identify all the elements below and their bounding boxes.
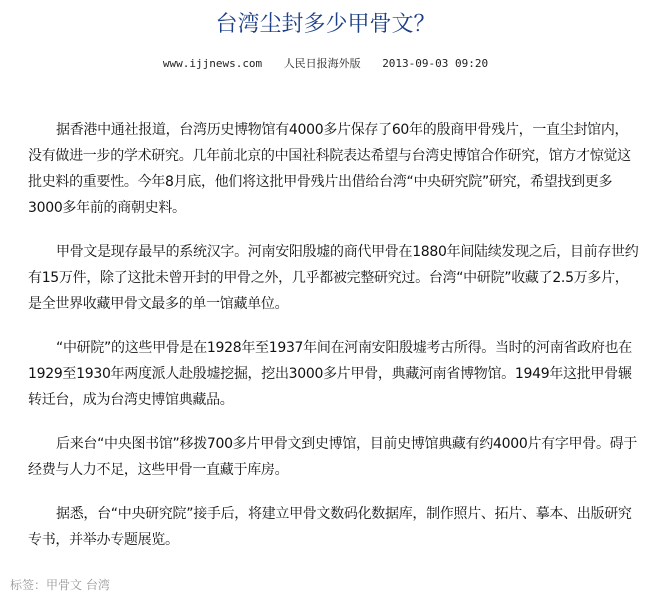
paragraph: 据香港中通社报道，台湾历史博物馆有4000多片保存了60年的殷商甲骨残片，一直尘封馆内，没有做进一步的学术研究。几年前北京的中国社科院表达希望与台湾史博馆合作研究，馆方才惊觉这批史料的重要性。今年8月底，他们将这批甲骨残片出借给台湾“中央研究院”研究，希望找到更多3000多年前的商朝史料。 <box>28 122 631 216</box>
article-tags: 标签：甲骨文 台湾 <box>10 578 110 592</box>
source-url[interactable]: www.ijjnews.com <box>162 57 263 70</box>
article-body <box>28 117 640 571</box>
article-meta <box>0 56 651 72</box>
publish-date: 2013-09-03 09:20 <box>382 57 489 70</box>
paragraph: 后来台“中央图书馆”移拨700多片甲骨文到史博馆，目前史博馆典藏有约4000片有字甲骨。碍于经费与人力不足，这些甲骨一直藏于库房。 <box>28 436 638 478</box>
paragraph: “中研院”的这些甲骨是在1928年至1937年间在河南安阳殷墟考古所得。当时的河南省政府也在1929至1930年两度派人赴殷墟挖掘，挖出3000多片甲骨，典藏河南省博物馆。1949年这批甲骨辗转迁台，成为台湾史博馆典藏品。 <box>28 340 632 408</box>
paragraph: 据悉，台“中央研究院”接手后，将建立甲骨文数码化数据库，制作照片、拓片、摹本、出版研究专书，并举办专题展览。 <box>28 506 632 548</box>
article-title: 台湾尘封多少甲骨文？ <box>215 12 436 37</box>
paragraph: 甲骨文是现存最早的系统汉字。河南安阳殷墟的商代甲骨在1880年间陆续发现之后，目前存世约有15万件，除了这批未曾开封的甲骨之外，几乎都被完整研究过。台湾“中研院”收藏了2.5万多片，是全世界收藏甲骨文最多的单一馆藏单位。 <box>28 244 639 312</box>
source-name: 人民日报海外版 <box>283 57 361 70</box>
